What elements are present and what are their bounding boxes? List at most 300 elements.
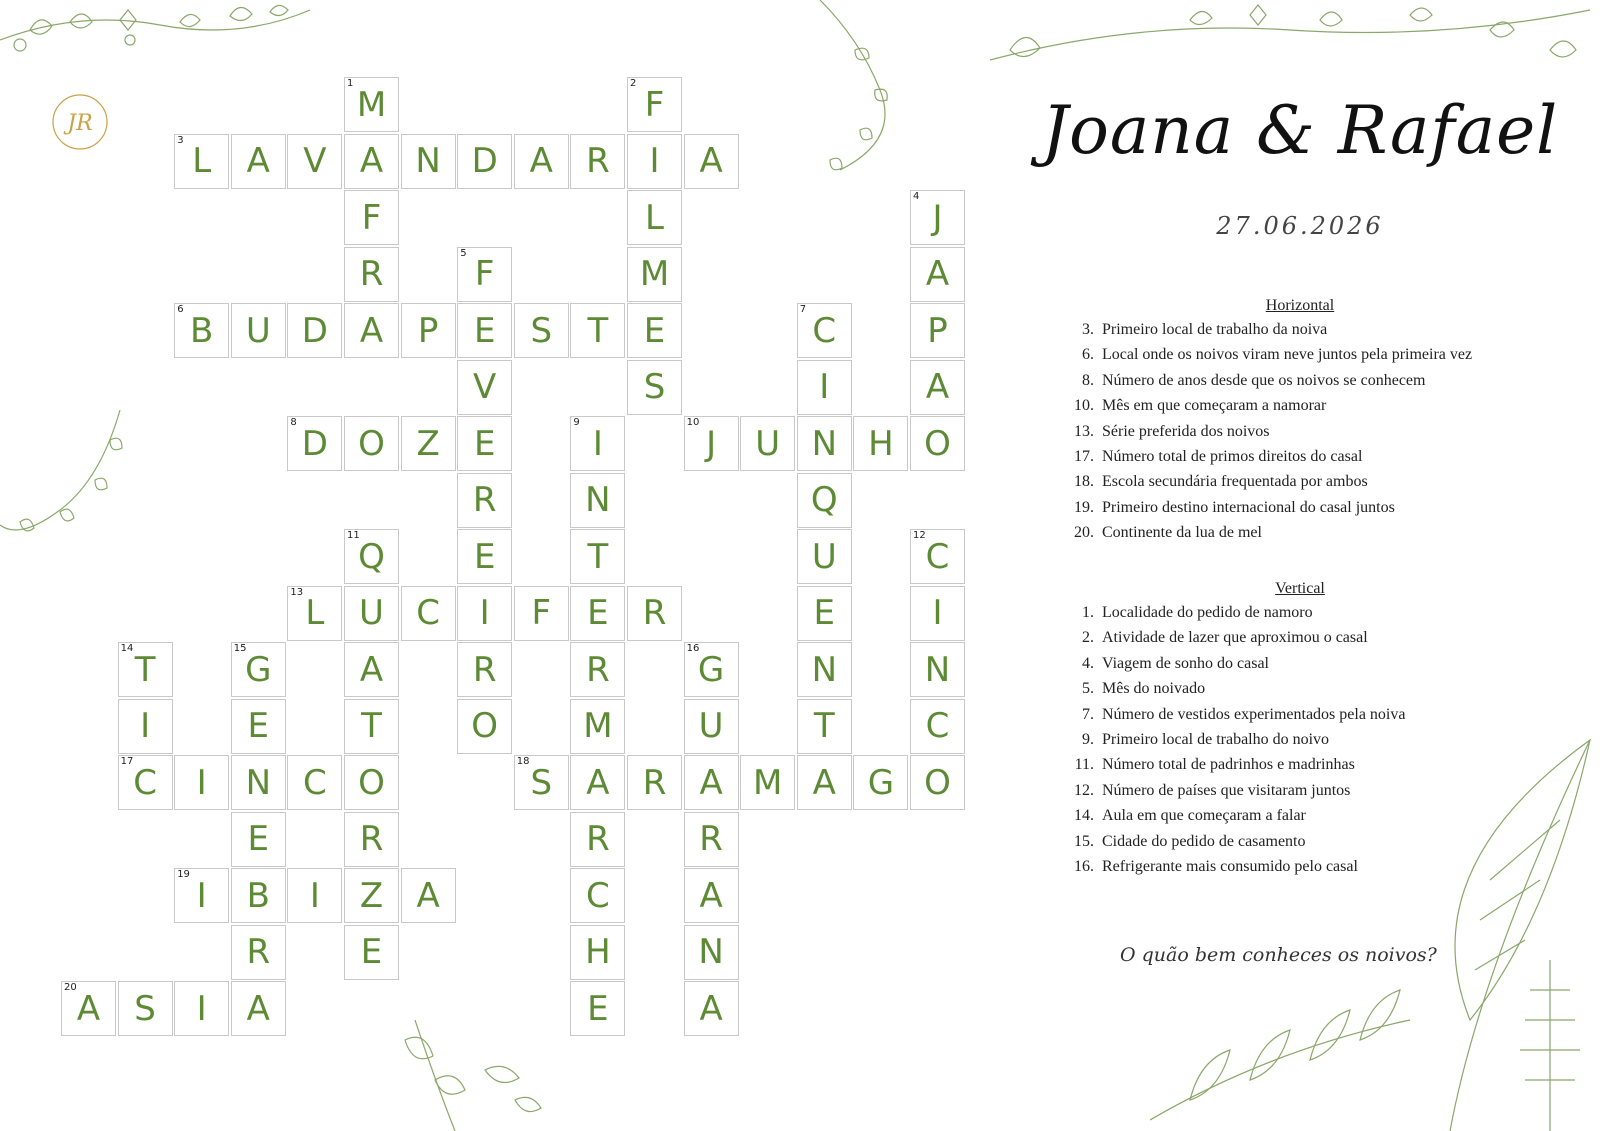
cell-letter: R [586, 141, 610, 181]
clue-text: Primeiro destino internacional do casal juntos [1102, 498, 1395, 516]
cell-number: 2 [630, 78, 637, 89]
clue-item [1060, 731, 1405, 756]
cell-letter: F [361, 197, 382, 238]
crossword-cell[interactable] [344, 642, 399, 697]
clue-number: 9. [1082, 730, 1094, 748]
crossword-cell[interactable] [684, 642, 739, 697]
crossword-cell[interactable] [457, 247, 512, 302]
cell-letter: F [474, 254, 495, 294]
cell-letter: T [813, 706, 835, 746]
cell-letter: A [699, 762, 723, 803]
horizontal-clues-list [1060, 321, 1472, 550]
clue-text: Número de países que visitaram juntos [1102, 781, 1351, 799]
clue-number: 6. [1082, 346, 1094, 364]
vertical-clues-list [1060, 604, 1405, 883]
cell-letter: P [927, 310, 948, 351]
cell-letter: E [473, 536, 496, 577]
clue-text: Cidade do pedido de casamento [1102, 832, 1306, 850]
cell-letter: C [925, 706, 950, 746]
crossword-cell[interactable] [287, 134, 342, 189]
cell-letter: U [755, 423, 781, 464]
cell-letter: V [473, 367, 497, 407]
crossword-cell[interactable] [401, 868, 456, 923]
crossword-cell[interactable] [853, 755, 908, 810]
cell-letter: M [356, 84, 387, 125]
crossword-cell[interactable] [570, 416, 625, 471]
cell-letter: L [645, 197, 664, 238]
crossword-cell[interactable] [627, 303, 682, 358]
crossword-cell[interactable] [514, 303, 569, 358]
crossword-cell[interactable] [797, 416, 852, 471]
cell-letter: C [133, 762, 157, 803]
crossword-cell[interactable] [797, 360, 852, 415]
crossword-cell[interactable] [570, 642, 625, 697]
cell-letter: O [358, 762, 385, 803]
crossword-cell[interactable] [684, 925, 739, 980]
cell-letter: N [811, 649, 838, 690]
cell-letter: I [140, 706, 151, 746]
clue-item [1060, 756, 1405, 781]
crossword-cell[interactable] [570, 303, 625, 358]
cell-letter: S [530, 310, 553, 351]
crossword-cell[interactable] [174, 981, 229, 1036]
cell-letter: S [134, 988, 156, 1029]
crossword-cell[interactable] [61, 981, 116, 1036]
crossword-cell[interactable] [344, 755, 399, 810]
clue-number: 13. [1074, 422, 1094, 440]
cell-letter: Z [416, 423, 440, 464]
crossword-cell[interactable] [344, 586, 399, 641]
clue-text: Série preferida dos noivos [1102, 422, 1270, 440]
cell-letter: A [359, 141, 384, 181]
crossword-cell[interactable] [344, 303, 399, 358]
cell-letter: N [924, 649, 951, 690]
crossword-cell[interactable] [231, 812, 286, 867]
crossword-cell[interactable] [910, 699, 965, 754]
clue-item [1060, 397, 1472, 422]
cell-letter: I [196, 988, 207, 1029]
cell-letter: E [473, 310, 496, 351]
crossword-cell[interactable] [797, 642, 852, 697]
crossword-cell[interactable] [514, 586, 569, 641]
clue-text: Mês do noivado [1102, 680, 1206, 698]
cell-letter: I [649, 141, 660, 181]
crossword-cell[interactable] [287, 303, 342, 358]
crossword-cell[interactable] [457, 586, 512, 641]
cell-letter: R [586, 819, 610, 859]
cell-number: 10 [686, 417, 700, 428]
crossword-cell[interactable] [118, 981, 173, 1036]
clue-number: 11. [1074, 756, 1094, 774]
crossword-cell[interactable] [797, 755, 852, 810]
cell-letter: I [479, 593, 490, 633]
clue-item [1060, 858, 1405, 883]
cell-letter: P [417, 310, 439, 351]
crossword-cell[interactable] [570, 134, 625, 189]
cell-letter: R [472, 480, 497, 520]
cell-letter: E [473, 423, 496, 464]
cell-letter: E [247, 706, 270, 746]
crossword-cell[interactable] [570, 586, 625, 641]
clue-text: Localidade do pedido de namoro [1102, 604, 1313, 621]
crossword-cell[interactable] [287, 755, 342, 810]
cell-letter: T [361, 706, 382, 746]
crossword-cell[interactable] [457, 360, 512, 415]
crossword-cell[interactable] [684, 812, 739, 867]
clue-text: Número total de padrinhos e madrinhas [1102, 756, 1355, 774]
crossword-cell[interactable] [910, 586, 965, 641]
botanical-top-right-decoration [990, 0, 1600, 90]
crossword-cell[interactable] [231, 755, 286, 810]
cell-letter: S [530, 762, 553, 803]
crossword-cell[interactable] [627, 77, 682, 132]
clue-number: 16. [1074, 857, 1094, 875]
crossword-cell[interactable] [231, 303, 286, 358]
crossword-cell[interactable] [344, 699, 399, 754]
clue-item [1060, 524, 1472, 549]
crossword-cell[interactable] [457, 642, 512, 697]
cell-letter: E [813, 593, 836, 633]
cell-letter: O [924, 423, 951, 464]
cell-letter: J [706, 423, 717, 464]
clue-number: 14. [1074, 807, 1094, 825]
clue-number: 1. [1082, 604, 1094, 621]
cell-letter: H [585, 932, 611, 972]
clue-text: Aula em que começaram a falar [1102, 807, 1306, 825]
crossword-cell[interactable] [570, 755, 625, 810]
cell-letter: R [246, 932, 271, 972]
cell-number: 7 [799, 304, 807, 315]
cell-letter: E [587, 988, 609, 1029]
clue-number: 3. [1082, 321, 1094, 338]
cell-letter: L [192, 141, 212, 181]
cell-letter: R [699, 819, 723, 859]
clue-text: Escola secundária frequentada por ambos [1102, 473, 1368, 491]
cell-letter: F [644, 84, 665, 125]
tagline: O quão bem conheces os noivos? [1120, 944, 1437, 966]
crossword-cell[interactable] [457, 416, 512, 471]
clue-number: 17. [1074, 447, 1094, 465]
crossword-cell[interactable] [627, 586, 682, 641]
clue-item [1060, 448, 1472, 473]
cell-letter: A [76, 988, 101, 1029]
crossword-cell[interactable] [910, 642, 965, 697]
cell-number: 9 [573, 417, 580, 428]
crossword-cell[interactable] [910, 190, 965, 245]
clue-item [1060, 372, 1472, 397]
clue-number: 12. [1074, 781, 1094, 799]
cell-letter: N [811, 423, 838, 464]
crossword-cell[interactable] [457, 473, 512, 528]
cell-letter: A [586, 762, 610, 803]
crossword-cell[interactable] [910, 247, 965, 302]
cell-letter: I [819, 367, 830, 407]
cell-letter: S [643, 367, 666, 407]
crossword-cell[interactable] [401, 134, 456, 189]
crossword-cell[interactable] [627, 755, 682, 810]
clue-item [1060, 346, 1472, 371]
cell-number: 1 [347, 78, 354, 89]
cell-letter: H [868, 423, 894, 464]
clue-number: 20. [1074, 524, 1094, 542]
crossword-cell[interactable] [174, 134, 229, 189]
cell-letter: L [305, 593, 325, 633]
horizontal-heading: Horizontal [1265, 297, 1335, 314]
clue-text: Primeiro local de trabalho do noivo [1102, 730, 1330, 748]
cell-letter: C [925, 536, 950, 577]
crossword-cell[interactable] [570, 699, 625, 754]
cell-letter: N [585, 480, 611, 520]
cell-letter: O [924, 762, 951, 803]
clue-number: 5. [1082, 680, 1094, 698]
cell-letter: T [134, 649, 156, 690]
crossword-cell[interactable] [740, 755, 795, 810]
crossword-cell[interactable] [797, 473, 852, 528]
cell-letter: U [245, 310, 271, 351]
crossword-cell[interactable] [910, 360, 965, 415]
crossword-cell[interactable] [910, 755, 965, 810]
crossword-cell[interactable] [287, 416, 342, 471]
crossword-cell[interactable] [231, 981, 286, 1036]
cell-letter: R [359, 819, 384, 859]
clue-item [1060, 321, 1472, 346]
cell-letter: F [531, 593, 552, 633]
cell-letter: A [529, 141, 553, 181]
cell-number: 5 [460, 247, 467, 259]
clue-item [1060, 833, 1405, 858]
clue-number: 4. [1082, 654, 1094, 672]
cell-letter: A [699, 988, 723, 1029]
cell-letter: C [303, 762, 327, 803]
cell-letter: U [359, 593, 384, 633]
cell-letter: E [247, 819, 270, 859]
cell-letter: C [416, 593, 440, 633]
cell-letter: U [698, 706, 724, 746]
clue-text: Continente da lua de mel [1102, 524, 1262, 542]
crossword-cell[interactable] [401, 303, 456, 358]
crossword-cell[interactable] [740, 416, 795, 471]
cell-number: 17 [120, 756, 134, 767]
crossword-cell[interactable] [231, 642, 286, 697]
cell-letter: A [416, 875, 440, 916]
crossword-cell[interactable] [514, 134, 569, 189]
crossword-cell[interactable] [570, 529, 625, 584]
cell-number: 3 [177, 134, 184, 146]
clue-item [1060, 473, 1472, 498]
cell-number: 16 [686, 643, 700, 654]
crossword-cell[interactable] [797, 303, 852, 358]
cell-number: 6 [177, 304, 184, 315]
cell-letter: T [587, 536, 609, 577]
crossword-cell[interactable] [627, 134, 682, 189]
cell-number: 14 [120, 643, 134, 654]
clue-text: Mês em que começaram a namorar [1102, 397, 1327, 415]
cell-letter: R [472, 649, 497, 690]
cell-number: 8 [290, 417, 297, 428]
clue-number: 7. [1082, 705, 1094, 723]
crossword-cell[interactable] [231, 134, 286, 189]
cell-letter: J [932, 197, 943, 238]
cell-letter: G [867, 762, 895, 803]
crossword-cell[interactable] [910, 529, 965, 584]
cell-letter: G [697, 649, 725, 690]
cell-number: 18 [516, 756, 530, 767]
crossword-cell[interactable] [627, 247, 682, 302]
crossword-cell[interactable] [118, 755, 173, 810]
cell-letter: T [587, 310, 609, 351]
clue-number: 19. [1074, 498, 1094, 516]
cell-number: 15 [233, 643, 247, 654]
cell-letter: R [359, 254, 384, 294]
crossword-cell[interactable] [344, 190, 399, 245]
cell-letter: A [246, 988, 270, 1029]
cell-letter: N [415, 141, 441, 181]
couple-names-title: Joana & Rafael [1041, 92, 1559, 169]
crossword-cell[interactable] [174, 755, 229, 810]
cell-letter: E [643, 310, 666, 351]
crossword-cell[interactable] [853, 416, 908, 471]
crossword-cell[interactable] [457, 303, 512, 358]
cell-letter: B [190, 310, 214, 351]
clue-text: Atividade de lazer que aproximou o casal [1102, 629, 1368, 647]
clue-number: 8. [1082, 371, 1094, 389]
crossword-cell[interactable] [174, 868, 229, 923]
clue-item [1060, 499, 1472, 524]
clue-item [1060, 655, 1405, 680]
crossword-cell[interactable] [684, 755, 739, 810]
clue-item [1060, 604, 1405, 629]
cell-letter: R [642, 762, 667, 803]
wedding-date: 27.06.2026 [1216, 212, 1384, 240]
crossword-cell[interactable] [684, 416, 739, 471]
crossword-cell[interactable] [231, 925, 286, 980]
cell-letter: I [309, 875, 320, 916]
cell-letter: A [246, 141, 270, 181]
crossword-cell[interactable] [174, 303, 229, 358]
crossword-cell[interactable] [797, 586, 852, 641]
cell-letter: E [360, 932, 383, 972]
cell-letter: C [586, 875, 610, 916]
cell-number: 4 [913, 191, 920, 202]
clue-text: Número de vestidos experimentados pela noiva [1102, 705, 1406, 723]
crossword-cell[interactable] [231, 868, 286, 923]
cell-letter: N [698, 932, 724, 972]
crossword-cell[interactable] [344, 925, 399, 980]
clue-item [1060, 782, 1405, 807]
crossword-cell[interactable] [344, 134, 399, 189]
crossword-cell[interactable] [570, 925, 625, 980]
crossword-cell[interactable] [457, 529, 512, 584]
crossword-cell[interactable] [457, 134, 512, 189]
crossword-cell[interactable] [344, 77, 399, 132]
clue-text: Refrigerante mais consumido pelo casal [1102, 857, 1358, 875]
crossword-cell[interactable] [118, 642, 173, 697]
cell-letter: Q [810, 480, 838, 520]
cell-letter: A [812, 762, 836, 803]
cell-letter: A [925, 367, 950, 407]
cell-letter: M [639, 254, 670, 294]
crossword-cell[interactable] [684, 868, 739, 923]
cell-letter: I [592, 423, 603, 464]
clue-text: Viagem de sonho do casal [1102, 654, 1269, 672]
cell-number: 11 [347, 530, 360, 541]
clue-number: 15. [1074, 832, 1094, 850]
cell-number: 20 [64, 982, 77, 993]
crossword-cell[interactable] [401, 416, 456, 471]
clue-number: 18. [1074, 473, 1094, 491]
clue-text: Local onde os noivos viram neve juntos pela primeira vez [1102, 346, 1473, 364]
monogram-text: JR [67, 111, 93, 136]
crossword-cell[interactable] [910, 303, 965, 358]
clue-text: Número de anos desde que os noivos se conhecem [1102, 371, 1426, 389]
crossword-cell[interactable] [797, 529, 852, 584]
crossword-cell[interactable] [570, 812, 625, 867]
cell-letter: E [587, 593, 609, 633]
crossword-cell[interactable] [344, 247, 399, 302]
cell-letter: B [246, 875, 270, 916]
crossword-cell[interactable] [344, 416, 399, 471]
crossword-cell[interactable] [401, 586, 456, 641]
crossword-cell[interactable] [910, 416, 965, 471]
clue-item [1060, 680, 1405, 705]
crossword-cell[interactable] [570, 868, 625, 923]
crossword-cell[interactable] [344, 529, 399, 584]
cell-letter: R [642, 593, 667, 633]
cell-letter: D [301, 310, 328, 351]
crossword-cell[interactable] [287, 586, 342, 641]
crossword-cell[interactable] [344, 812, 399, 867]
cell-letter: M [583, 706, 613, 746]
crossword-cell[interactable] [627, 360, 682, 415]
cell-letter: N [245, 762, 272, 803]
cell-number: 13 [290, 586, 304, 598]
cell-letter: C [812, 310, 837, 351]
clue-item [1060, 629, 1405, 654]
clue-text: Número total de primos direitos do casal [1102, 447, 1363, 465]
crossword-cell[interactable] [684, 981, 739, 1036]
cell-letter: I [196, 875, 207, 916]
cell-letter: Q [358, 536, 385, 577]
crossword-cell[interactable] [684, 699, 739, 754]
crossword-cell[interactable] [627, 190, 682, 245]
crossword-cell[interactable] [570, 981, 625, 1036]
cell-letter: I [932, 593, 943, 633]
cell-letter: I [196, 762, 207, 803]
clue-number: 2. [1082, 629, 1094, 647]
crossword-cell[interactable] [797, 699, 852, 754]
crossword-cell[interactable] [514, 755, 569, 810]
cell-letter: G [245, 649, 272, 690]
crossword-cell[interactable] [457, 699, 512, 754]
cell-letter: A [359, 310, 384, 351]
cell-letter: A [925, 254, 950, 294]
clue-text: Primeiro local de trabalho da noiva [1102, 321, 1328, 338]
cell-letter: U [811, 536, 837, 577]
clue-item [1060, 706, 1405, 731]
crossword-cell[interactable] [684, 134, 739, 189]
crossword-cell[interactable] [287, 868, 342, 923]
crossword-cell[interactable] [231, 699, 286, 754]
cell-letter: V [303, 141, 327, 181]
cell-number: 19 [177, 869, 190, 880]
crossword-cell[interactable] [344, 868, 399, 923]
clue-item [1060, 807, 1405, 832]
cell-number: 12 [913, 530, 926, 541]
cell-letter: A [699, 875, 723, 916]
cell-letter: O [358, 423, 385, 464]
crossword-cell[interactable] [570, 473, 625, 528]
crossword-cell[interactable] [118, 699, 173, 754]
